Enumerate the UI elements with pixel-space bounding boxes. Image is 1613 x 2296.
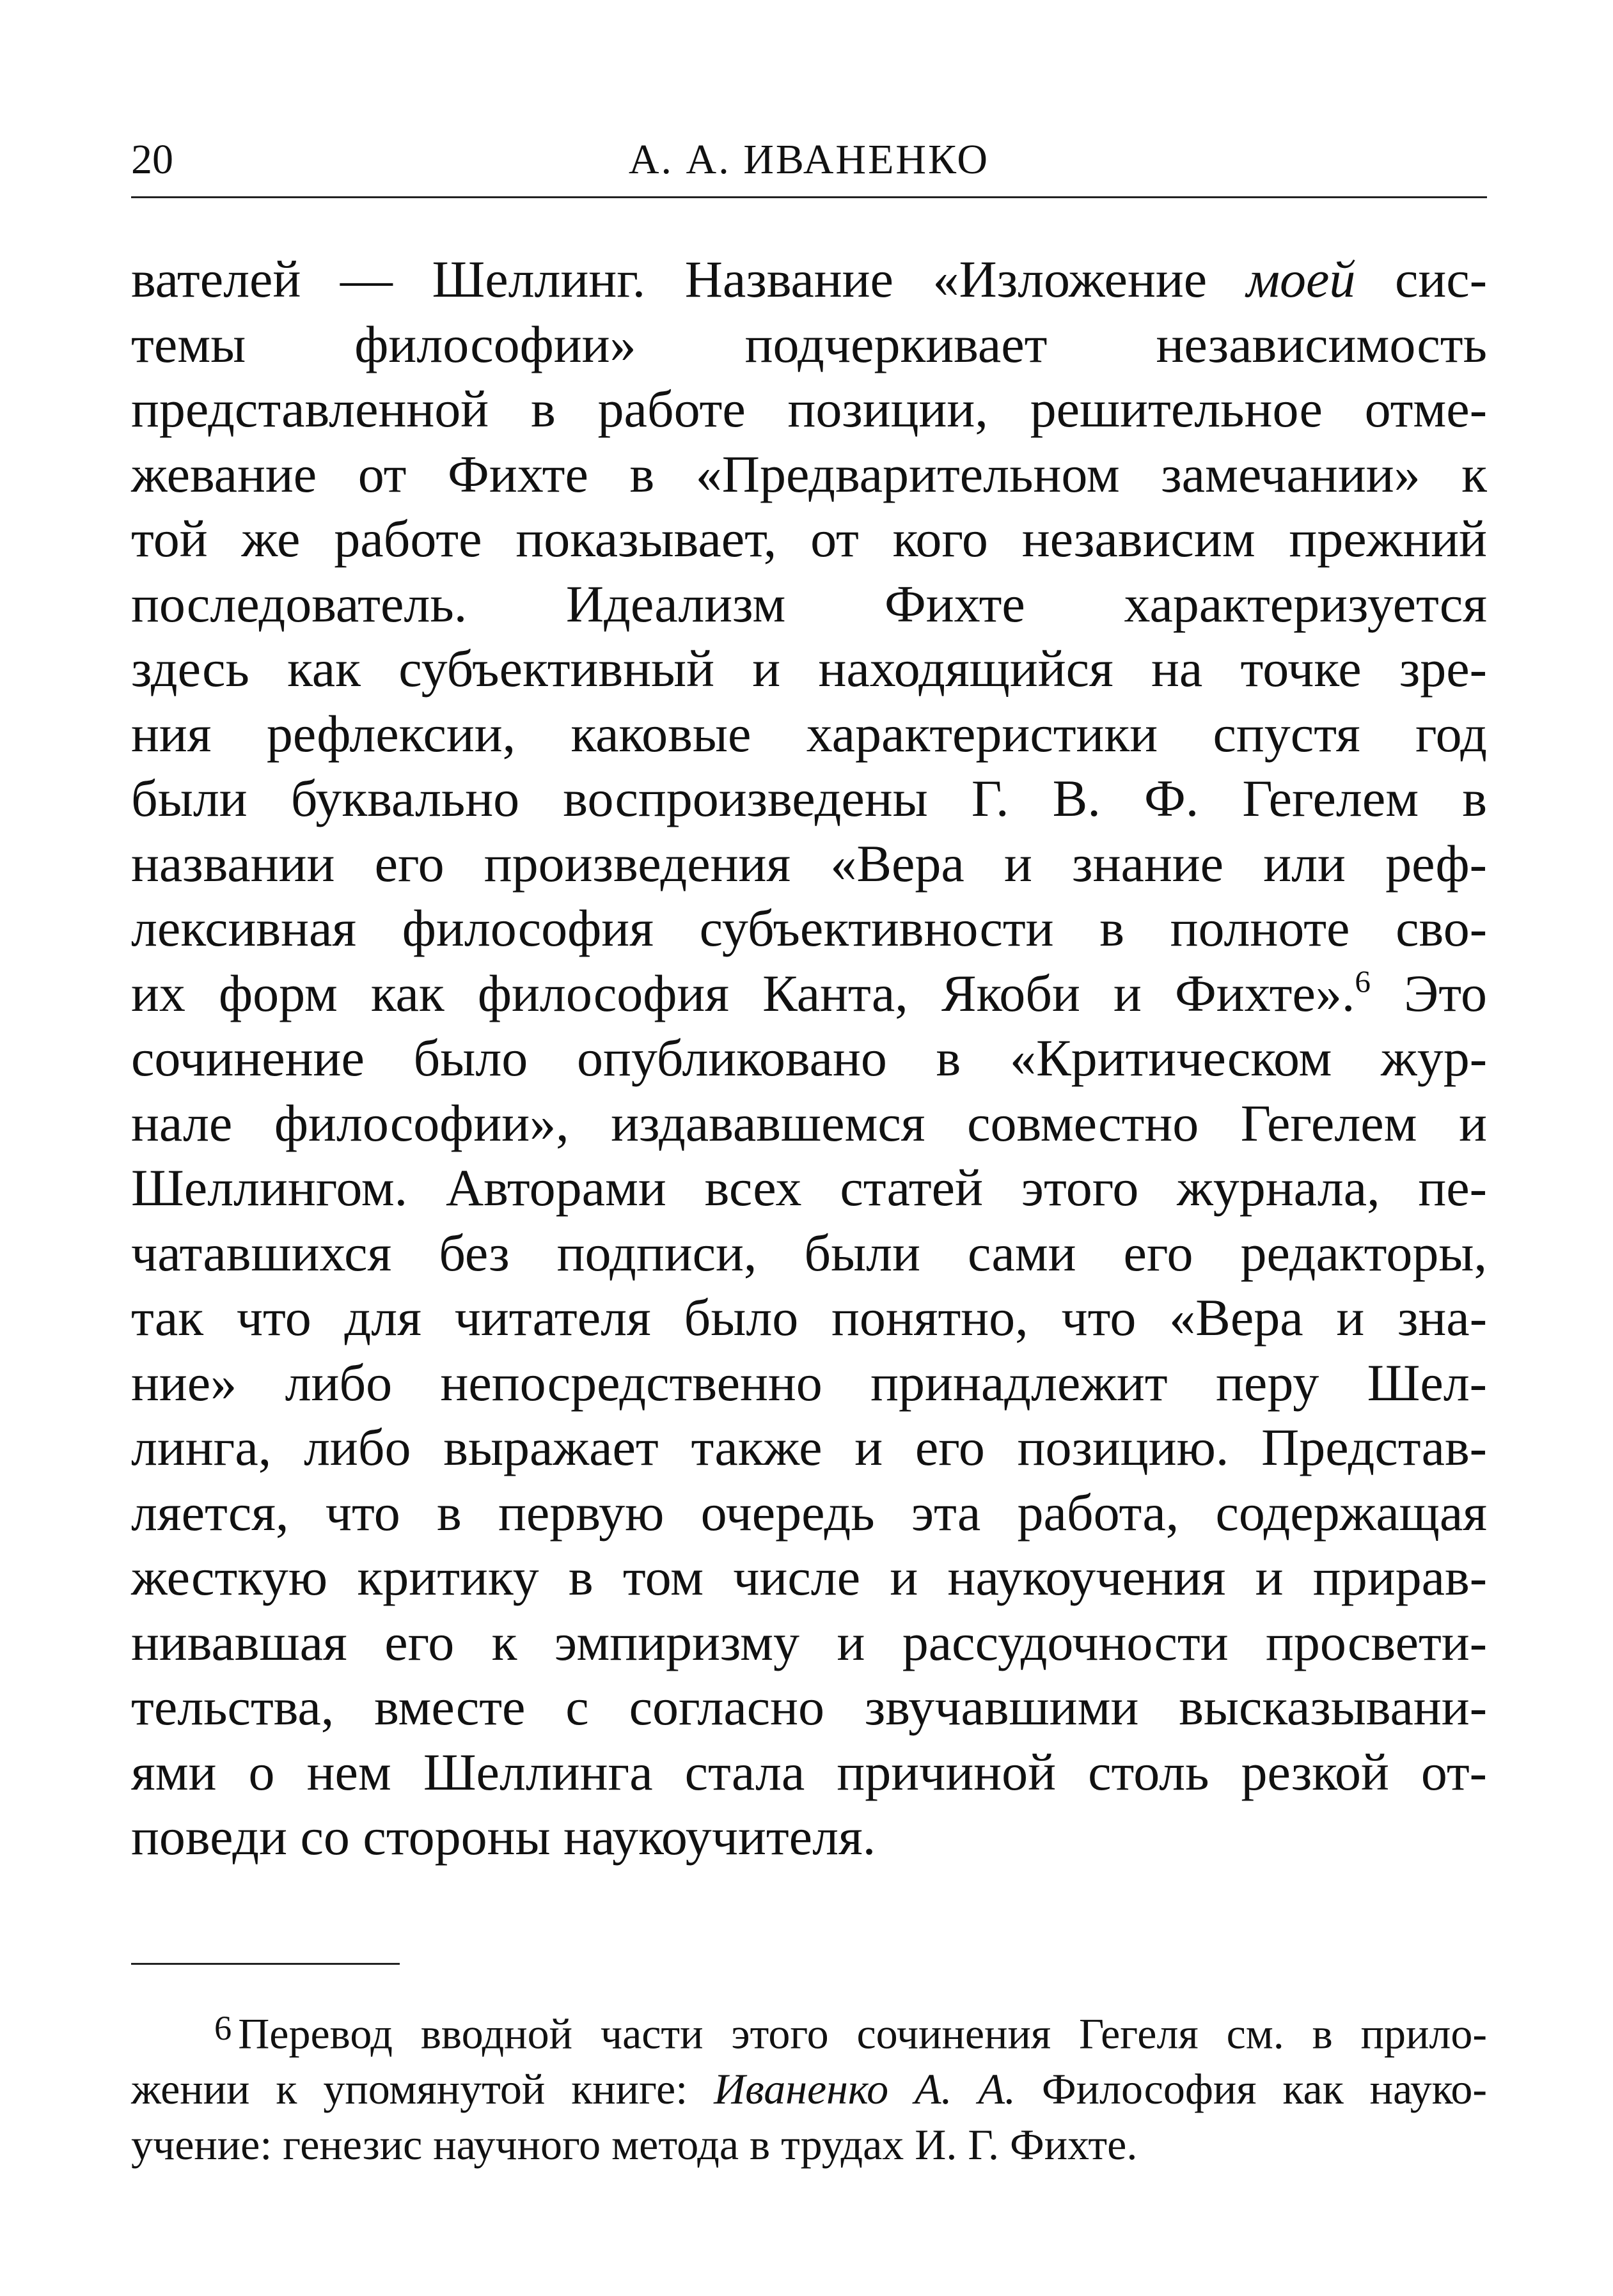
page-number: 20 — [131, 136, 173, 183]
text-line: тельства, вместе с согласно звучавшими высказывани- — [131, 1678, 1487, 1736]
emphasis: моей — [1246, 250, 1356, 308]
text-line: нале философии», издававшемся совместно Гегелем и — [131, 1093, 1487, 1152]
footnote-number: 6 — [214, 2008, 232, 2047]
text-line: ния рефлексии, каковые характеристики спустя год — [131, 704, 1487, 763]
text-line: их форм как философия Канта, Якоби и Фихте».$^6$ Это — [131, 963, 1487, 1022]
text-line: здесь как субъективный и находящийся на точке зре- — [131, 639, 1487, 698]
footnote-line: жении к упомянутой книге: Иваненко А. А. Философия как науко- — [131, 2065, 1488, 2114]
text-line: представленной в работе позиции, решительное отме- — [131, 380, 1487, 438]
body-paragraph — [131, 247, 1487, 1870]
text-line: последователь. Идеализм Фихте характеризуется — [131, 574, 1487, 633]
footnote-reference[interactable]: 6 — [1355, 963, 1371, 999]
text-line: жесткую критику в том числе и наукоучения и прирав- — [131, 1548, 1487, 1606]
text-line: линга, либо выражает также и его позицию. Представ- — [131, 1418, 1487, 1476]
text-line: ние» либо непосредственно принадлежит перу Шел- — [131, 1353, 1487, 1412]
footnote-line: 6 Перевод вводной части этого сочинения Гегеля см. в прило- — [214, 2008, 1487, 2058]
text-line: нивавшая его к эмпиризму и рассудочности просвети- — [131, 1613, 1487, 1671]
footnote-author-emphasis: Иваненко А. А. — [714, 2065, 1016, 2114]
text-line: так что для читателя было понятно, что «Вера и зна- — [131, 1288, 1487, 1347]
text-line: сочинение было опубликовано в «Критическом жур- — [131, 1029, 1487, 1087]
text-line: названии его произведения «Вера и знание или реф- — [131, 834, 1487, 893]
footnote — [131, 2001, 1487, 2173]
text-line: лексивная философия субъективности в полноте сво- — [131, 899, 1487, 957]
running-head-author: А. А. ИВАНЕНКО — [628, 136, 990, 183]
text-line: вателей — Шеллинг. Название «Изложение моей сис- — [131, 250, 1488, 308]
text-line: чатавшихся без подписи, были сами его редакторы, — [131, 1223, 1487, 1282]
text-line: ями о нем Шеллинга стала причиной столь резкой от- — [131, 1742, 1487, 1801]
header-rule — [131, 196, 1487, 198]
text-line: были буквально воспроизведены Г. В. Ф. Гегелем в — [131, 769, 1487, 827]
book-page — [131, 125, 1487, 2173]
text-line: поведи со стороны наукоучителя. — [131, 1808, 876, 1866]
text-line: жевание от Фихте в «Предварительном замечании» к — [131, 444, 1487, 503]
text-line: той же работе показывает, от кого независим прежний — [131, 510, 1487, 568]
page-header — [131, 125, 1487, 195]
text-line: Шеллингом. Авторами всех статей этого журнала, пе- — [131, 1159, 1487, 1217]
text-line: ляется, что в первую очередь эта работа, содержащая — [131, 1483, 1487, 1542]
footnote-line: учение: генезис научного метода в трудах И. Г. Фихте. — [131, 2120, 1138, 2169]
footnote-separator — [131, 1963, 400, 1965]
text-line: темы философии» подчеркивает независимость — [131, 315, 1487, 373]
